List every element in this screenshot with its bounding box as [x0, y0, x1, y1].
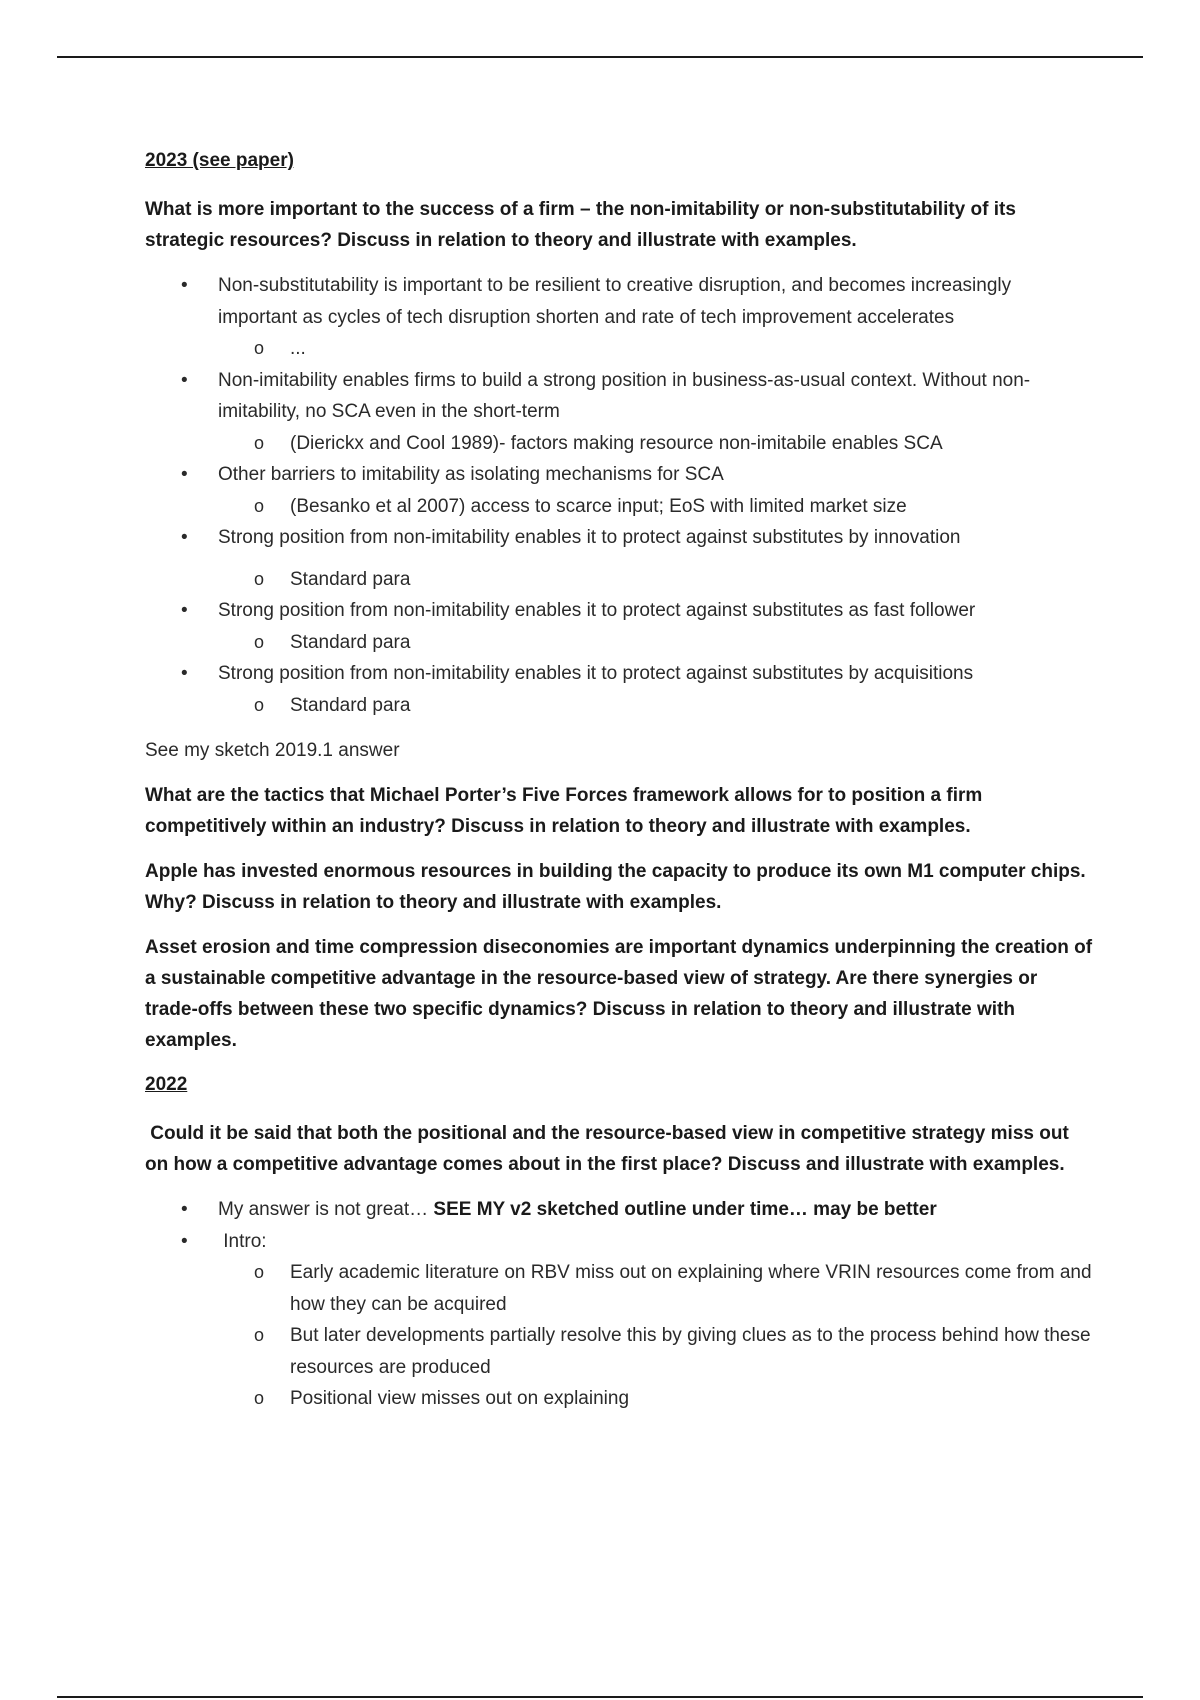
bullet-text: My answer is not great… [218, 1199, 434, 1220]
list-item [145, 522, 1095, 595]
bullet-text: Strong position from non-imitability enables it to protect against substitutes by acquisitions [218, 663, 974, 684]
bullet-text: Non-imitability enables firms to build a strong position in business-as-usual context. Without non-imitability, no SCA even in the short-term [218, 369, 1031, 422]
bullet-icon: • [181, 464, 188, 485]
sub-bullet-text: (Besanko et al 2007) access to scarce input; EoS with limited market size [290, 495, 907, 517]
sub-list-item [145, 1383, 1095, 1415]
circle-bullet-icon: o [254, 694, 265, 715]
sub-list [218, 690, 1095, 722]
bullet-icon: • [181, 600, 188, 621]
bullet-icon: • [181, 369, 188, 391]
bullet-icon: • [181, 527, 188, 548]
sub-list [218, 333, 1095, 365]
sub-list-item [145, 1257, 1095, 1320]
list-item [145, 270, 1095, 365]
circle-bullet-icon: o [254, 432, 265, 453]
circle-bullet-icon: o [254, 631, 265, 652]
circle-bullet-icon: o [254, 1262, 265, 1282]
sub-bullet-text: Standard para [290, 631, 411, 653]
circle-bullet-icon: o [254, 1388, 265, 1408]
bullet-icon: • [181, 663, 188, 684]
document-body [145, 140, 1095, 1429]
bullet-text: Non-substitutability is important to be resilient to creative disruption, and becomes increasingly important as cycles of tech disruption shorten and rate of tech improvement accelerates [218, 275, 1012, 328]
sub-list [218, 491, 1095, 523]
sub-bullet-text: Positional view misses out on explaining [290, 1388, 630, 1409]
sub-list [218, 627, 1095, 659]
bullet-list-2023 [145, 270, 1095, 721]
circle-bullet-icon: o [254, 495, 265, 516]
list-item [145, 365, 1095, 460]
sub-list-item [145, 428, 1095, 460]
footer-rule [57, 1696, 1143, 1698]
heading-2023: 2023 (see paper) [145, 150, 294, 171]
list-item [145, 1226, 1095, 1415]
sketch-note: See my sketch 2019.1 answer [145, 740, 400, 761]
sub-bullet-text: Standard para [290, 694, 411, 716]
bullet-text: Intro: [218, 1230, 267, 1252]
sub-bullet-text: (Dierickx and Cool 1989)- factors making resource non-imitabile enables SCA [290, 432, 943, 454]
heading-2022: 2022 [145, 1074, 188, 1095]
sub-list [218, 428, 1095, 460]
bullet-icon: • [181, 275, 188, 296]
question-2023-1: What is more important to the success of a firm – the non-imitability or non-substitutability of its strategic resources? Discuss in relation to theory and illustrate with examples. [145, 199, 1016, 251]
bullet-icon: • [181, 1230, 188, 1252]
circle-bullet-icon: o [254, 338, 265, 358]
sub-list-item [145, 1320, 1095, 1383]
sub-bullet-text: Standard para [290, 568, 411, 590]
sub-list-item [145, 627, 1095, 659]
question-2023-3: Apple has invested enormous resources in building the capacity to produce its own M1 computer chips. Why? Discuss in relation to theory and illustrate with examples. [145, 861, 1086, 913]
question-2023-4: Asset erosion and time compression diseconomies are important dynamics underpinning the creation of a sustainable competitive advantage in the resource-based view of strategy. Are there synergies or trade-offs between these two specific dynamics? Discuss in relation to theory and illustrate with examples. [145, 937, 1093, 1051]
bullet-text: Other barriers to imitability as isolating mechanisms for SCA [218, 464, 724, 485]
sub-list [218, 564, 1095, 596]
header-rule [57, 56, 1143, 58]
bullet-icon: • [181, 1199, 188, 1220]
sub-list-item [145, 333, 1095, 365]
sub-list-item [145, 690, 1095, 722]
sub-list [218, 1257, 1095, 1415]
sub-list-item [145, 564, 1095, 596]
bullet-list-2022 [145, 1194, 1095, 1415]
circle-bullet-icon: o [254, 1325, 265, 1345]
sub-bullet-text: But later developments partially resolve this by giving clues as to the process behind how these resources are produced [290, 1325, 1091, 1378]
bullet-text: Strong position from non-imitability enables it to protect against substitutes by innovation [218, 527, 961, 548]
sub-bullet-text: Early academic literature on RBV miss out on explaining where VRIN resources come from and how they can be acquired [290, 1262, 1092, 1315]
list-item [145, 595, 1095, 658]
sub-list-item [145, 491, 1095, 523]
question-2022-1: Could it be said that both the positional and the resource-based view in competitive strategy miss out on how a competitive advantage comes about in the first place? Discuss and illustrate with examples. [145, 1123, 1075, 1175]
sub-bullet-text: ... [290, 338, 306, 359]
list-item [145, 658, 1095, 721]
question-2023-2: What are the tactics that Michael Porter’s Five Forces framework allows for to position a firm competitively within an industry? Discuss in relation to theory and illustrate with examples. [145, 785, 983, 837]
list-item [145, 1194, 1095, 1226]
list-item [145, 459, 1095, 522]
bullet-text: Strong position from non-imitability enables it to protect against substitutes as fast follower [218, 600, 976, 621]
bullet-bold-text: SEE MY v2 sketched outline under time… may be better [433, 1199, 937, 1220]
circle-bullet-icon: o [254, 568, 265, 589]
